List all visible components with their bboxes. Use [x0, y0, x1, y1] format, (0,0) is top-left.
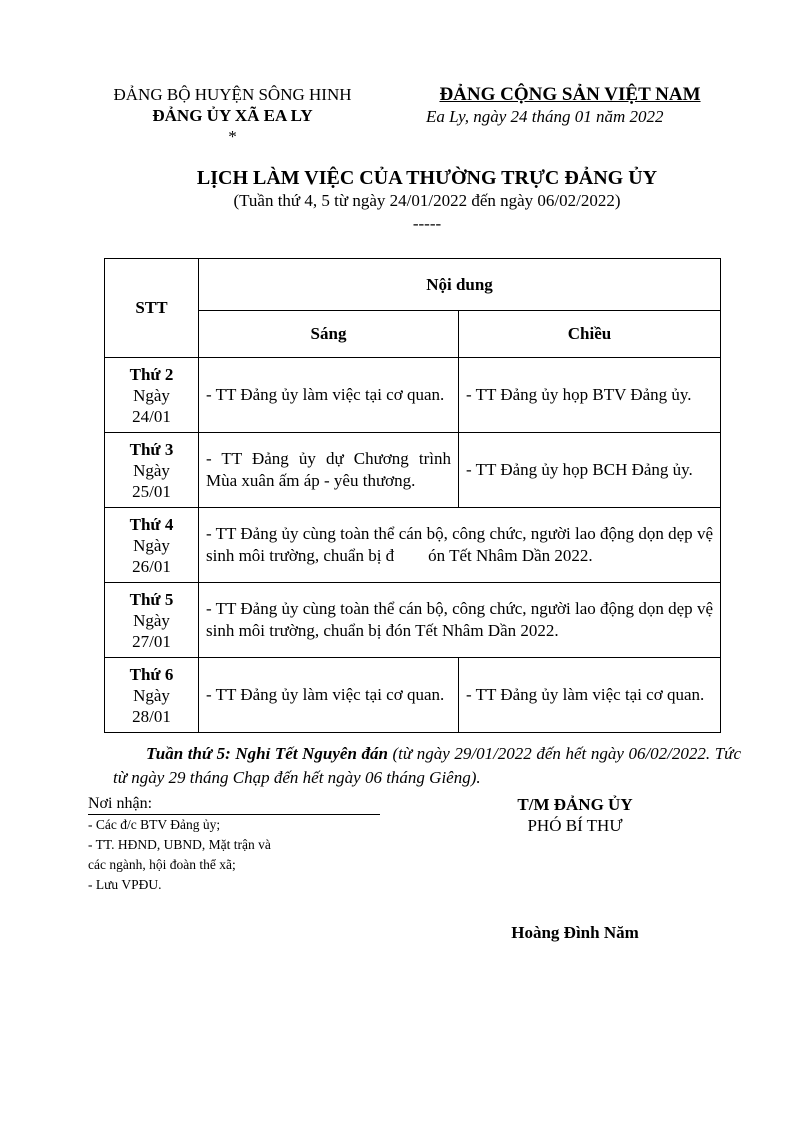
title-separator: ----- — [412, 214, 442, 233]
date-value: 28/01 — [132, 706, 171, 726]
issuing-organization — [90, 84, 375, 147]
afternoon-task: - TT Đảng ủy làm việc tại cơ quan. — [459, 658, 721, 733]
day-cell — [105, 358, 199, 433]
day-name: Thứ 2 — [129, 364, 174, 384]
header-afternoon: Chiều — [459, 311, 721, 358]
nation-title: ĐẢNG CỘNG SẢN VIỆT NAM — [439, 84, 701, 105]
table-row — [105, 658, 721, 733]
date-label: Ngày — [133, 385, 170, 405]
date-value: 25/01 — [132, 481, 171, 501]
date-value: 26/01 — [132, 556, 171, 576]
nation-header — [420, 84, 720, 128]
full-day-task: - TT Đảng ủy cùng toàn thể cán bộ, công chức, người lao động dọn dẹp vệ sinh môi trường, chuẩn bị đón Tết Nhâm Dần 2022. — [199, 583, 721, 658]
holiday-note-detail: (từ ngày 29/01/2022 đến hết ngày 06/02/2022. Tức từ ngày 29 tháng Chạp đến hết ngày 06 tháng Giêng). — [113, 744, 741, 787]
header-morning: Sáng — [199, 311, 459, 358]
day-name: Thứ 4 — [129, 514, 174, 534]
afternoon-task: - TT Đảng ủy họp BCH Đảng ủy. — [459, 433, 721, 508]
table-row — [105, 433, 721, 508]
day-cell — [105, 508, 199, 583]
holiday-note-bold: Tuần thứ 5: Nghỉ Tết Nguyên đán — [146, 744, 388, 763]
date-value: 27/01 — [132, 631, 171, 651]
recipient-item: các ngành, hội đoàn thể xã; — [88, 857, 236, 872]
signer-name: Hoàng Đình Năm — [511, 923, 639, 942]
full-day-task: - TT Đảng ủy cùng toàn thể cán bộ, công chức, người lao động dọn dẹp vệ sinh môi trường, chuẩn bị đ ón Tết Nhâm Dần 2022. — [199, 508, 721, 583]
table-row — [105, 583, 721, 658]
morning-task: - TT Đảng ủy làm việc tại cơ quan. — [199, 658, 459, 733]
date-label: Ngày — [133, 535, 170, 555]
schedule-table — [104, 258, 721, 733]
document-title: LỊCH LÀM VIỆC CỦA THƯỜNG TRỰC ĐẢNG ỦY — [196, 167, 658, 189]
day-cell — [105, 658, 199, 733]
recipients-list — [88, 815, 328, 895]
place-date: Ea Ly, ngày 24 tháng 01 năm 2022 — [426, 107, 664, 126]
day-name: Thứ 6 — [129, 664, 174, 684]
party-district: ĐẢNG BỘ HUYỆN SÔNG HINH — [113, 85, 352, 104]
signature-on-behalf: T/M ĐẢNG ỦY — [517, 795, 633, 814]
date-label: Ngày — [133, 610, 170, 630]
date-label: Ngày — [133, 460, 170, 480]
day-cell — [105, 433, 199, 508]
morning-task: - TT Đảng ủy dự Chương trình Mùa xuân ấm áp - yêu thương. — [199, 433, 459, 508]
recipient-item: - Lưu VPĐU. — [88, 877, 162, 892]
recipients-title: Nơi nhận: — [88, 794, 380, 815]
holiday-note — [113, 742, 741, 790]
day-name: Thứ 3 — [129, 439, 174, 459]
signature-block — [460, 794, 690, 836]
date-value: 24/01 — [132, 406, 171, 426]
header-content: Nội dung — [199, 259, 721, 311]
table-row — [105, 508, 721, 583]
document-subtitle: (Tuần thứ 4, 5 từ ngày 24/01/2022 đến ngày 06/02/2022) — [233, 191, 621, 210]
afternoon-task: - TT Đảng ủy họp BTV Đảng ủy. — [459, 358, 721, 433]
table-row — [105, 358, 721, 433]
day-name: Thứ 5 — [129, 589, 174, 609]
party-commune: ĐẢNG ỦY XÃ EA LY — [152, 106, 313, 125]
day-cell — [105, 583, 199, 658]
recipient-item: - TT. HĐND, UBND, Mặt trận và — [88, 837, 271, 852]
header-stt: STT — [105, 259, 199, 358]
signature-position: PHÓ BÍ THƯ — [527, 816, 623, 835]
star-mark: * — [228, 127, 237, 146]
date-label: Ngày — [133, 685, 170, 705]
recipient-item: - Các đ/c BTV Đảng ủy; — [88, 817, 221, 832]
morning-task: - TT Đảng ủy làm việc tại cơ quan. — [199, 358, 459, 433]
